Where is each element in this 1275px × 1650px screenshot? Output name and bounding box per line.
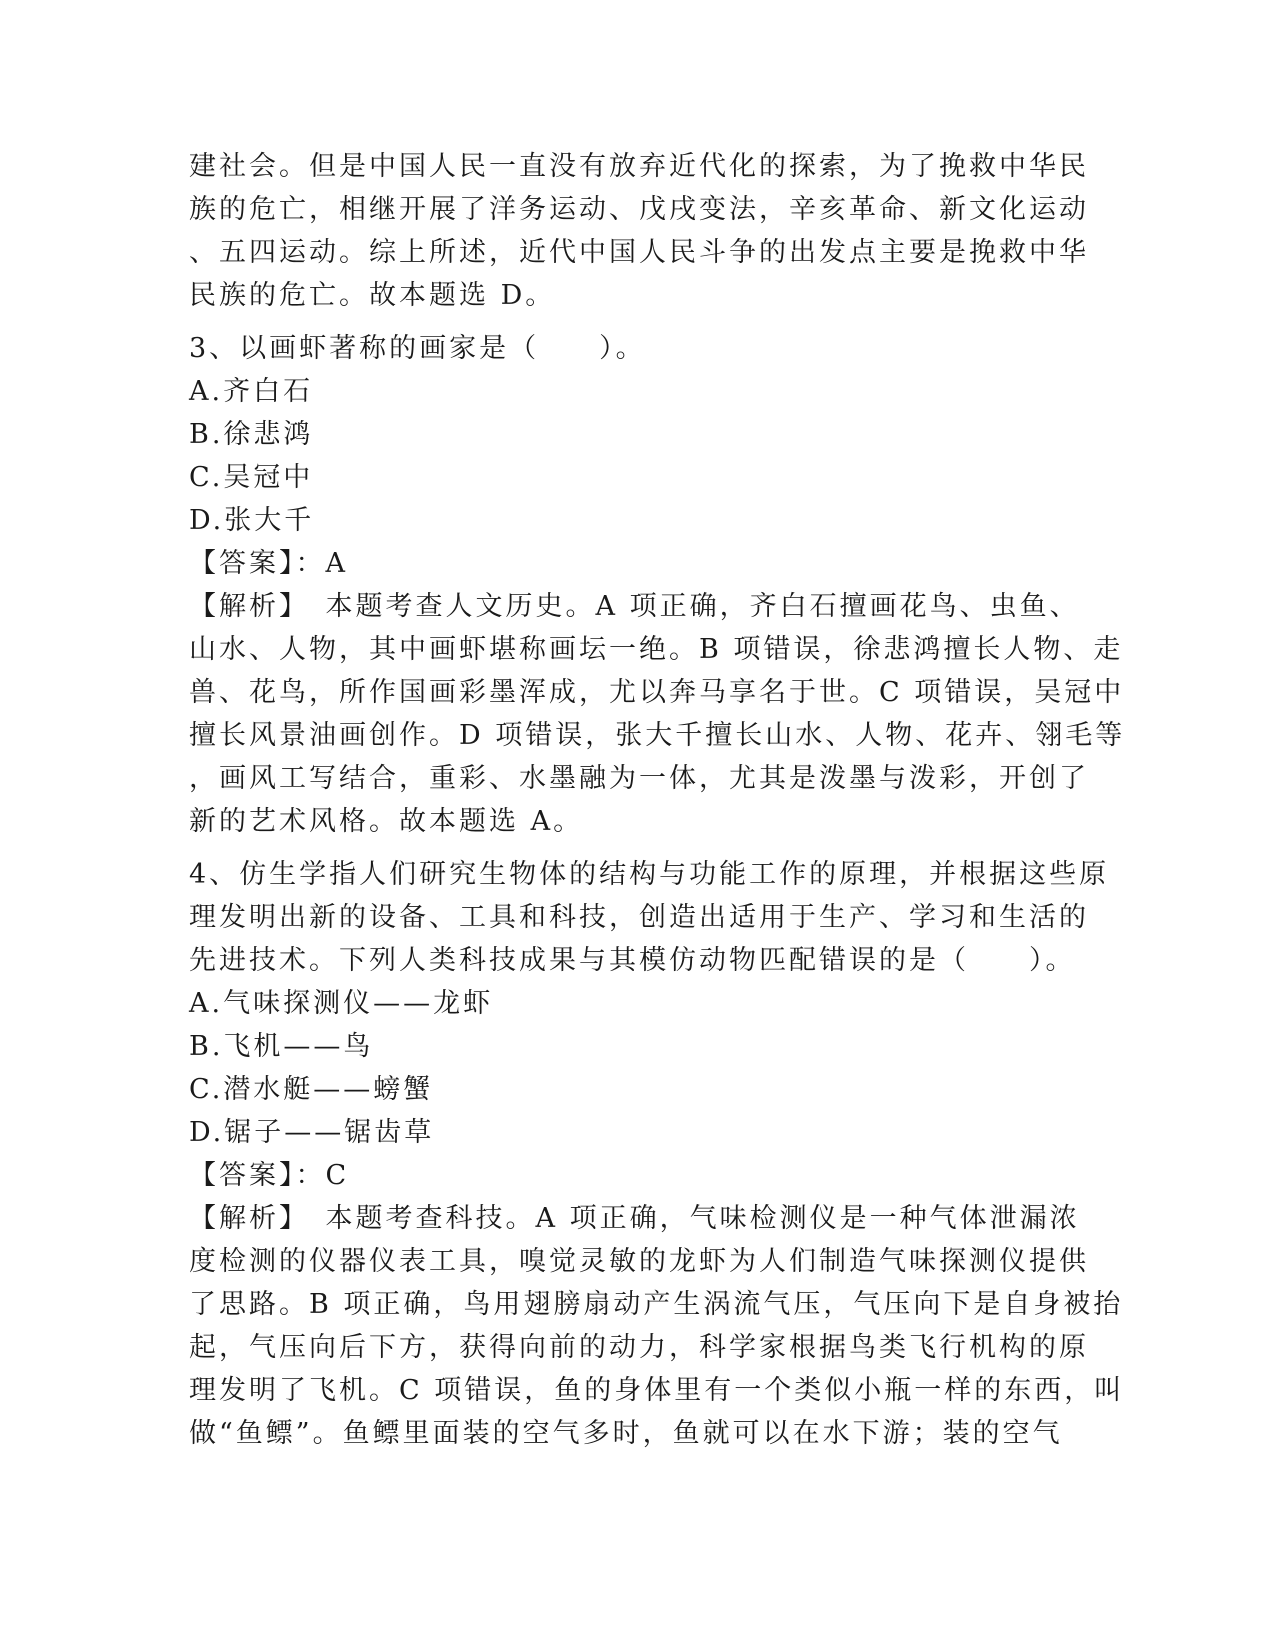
analysis-line: ，画风工写结合，重彩、水墨融为一体，尤其是泼墨与泼彩，开创了	[189, 763, 1089, 794]
analysis-line: 理发明了飞机。C 项错误，鱼的身体里有一个类似小瓶一样的东西，叫	[189, 1375, 1125, 1406]
question-stem: 4、仿生学指人们研究生物体的结构与功能工作的原理，并根据这些原	[189, 859, 1110, 890]
question-4	[189, 853, 1125, 1455]
option-b: B.徐悲鸿	[189, 419, 314, 450]
analysis-line: 兽、花鸟，所作国画彩墨浑成，尤以奔马享名于世。C 项错误，吴冠中	[189, 677, 1125, 708]
question-stem: 理发明出新的设备、工具和科技，创造出适用于生产、学习和生活的	[189, 902, 1089, 933]
analysis-line: 了思路。B 项正确，鸟用翅膀扇动产生涡流气压，气压向下是自身被抬	[189, 1289, 1124, 1320]
option-b: B.飞机——鸟	[189, 1031, 374, 1062]
analysis-line: 擅长风景油画创作。D 项错误，张大千擅长山水、人物、花卉、翎毛等	[189, 720, 1126, 751]
answer-line: 【答案】：C	[189, 1160, 350, 1191]
option-d: D.张大千	[189, 505, 315, 536]
text-line: 、五四运动。综上所述，近代中国人民斗争的出发点主要是挽救中华	[189, 237, 1089, 268]
question-stem: 先进技术。下列人类科技成果与其模仿动物匹配错误的是（ ）。	[189, 945, 1076, 976]
option-c: C.吴冠中	[189, 462, 314, 493]
analysis-line: 【解析】 本题考查科技。A 项正确，气味检测仪是一种气体泄漏浓	[189, 1203, 1080, 1234]
document-page	[189, 145, 1126, 1455]
text-line: 建社会。但是中国人民一直没有放弃近代化的探索，为了挽救中华民	[189, 151, 1089, 182]
analysis-block	[189, 1197, 1125, 1455]
option-d: D.锯子——锯齿草	[189, 1117, 435, 1148]
analysis-line: 做“鱼鳔”。鱼鳔里面装的空气多时，鱼就可以在水下游；装的空气	[189, 1418, 1063, 1449]
analysis-line: 度检测的仪器仪表工具，嗅觉灵敏的龙虾为人们制造气味探测仪提供	[189, 1246, 1089, 1277]
question-2-continuation	[189, 145, 1089, 317]
analysis-line: 【解析】 本题考查人文历史。A 项正确，齐白石擅画花鸟、虫鱼、	[189, 591, 1080, 622]
option-c: C.潜水艇——螃蟹	[189, 1074, 434, 1105]
analysis-line: 起，气压向后下方，获得向前的动力，科学家根据鸟类飞行机构的原	[189, 1332, 1089, 1363]
analysis-block	[189, 585, 1126, 843]
analysis-line: 山水、人物，其中画虾堪称画坛一绝。B 项错误，徐悲鸿擅长人物、走	[189, 634, 1124, 665]
analysis-line: 新的艺术风格。故本题选 A。	[189, 806, 584, 837]
question-3	[189, 327, 1126, 843]
text-line: 民族的危亡。故本题选 D。	[189, 280, 556, 311]
text-line: 族的危亡，相继开展了洋务运动、戊戌变法，辛亥革命、新文化运动	[189, 194, 1089, 225]
option-a: A.气味探测仪——龙虾	[189, 988, 494, 1019]
answer-line: 【答案】：A	[189, 548, 348, 579]
question-stem: 3、以画虾著称的画家是（ ）。	[189, 333, 646, 364]
option-a: A.齐白石	[189, 376, 314, 407]
